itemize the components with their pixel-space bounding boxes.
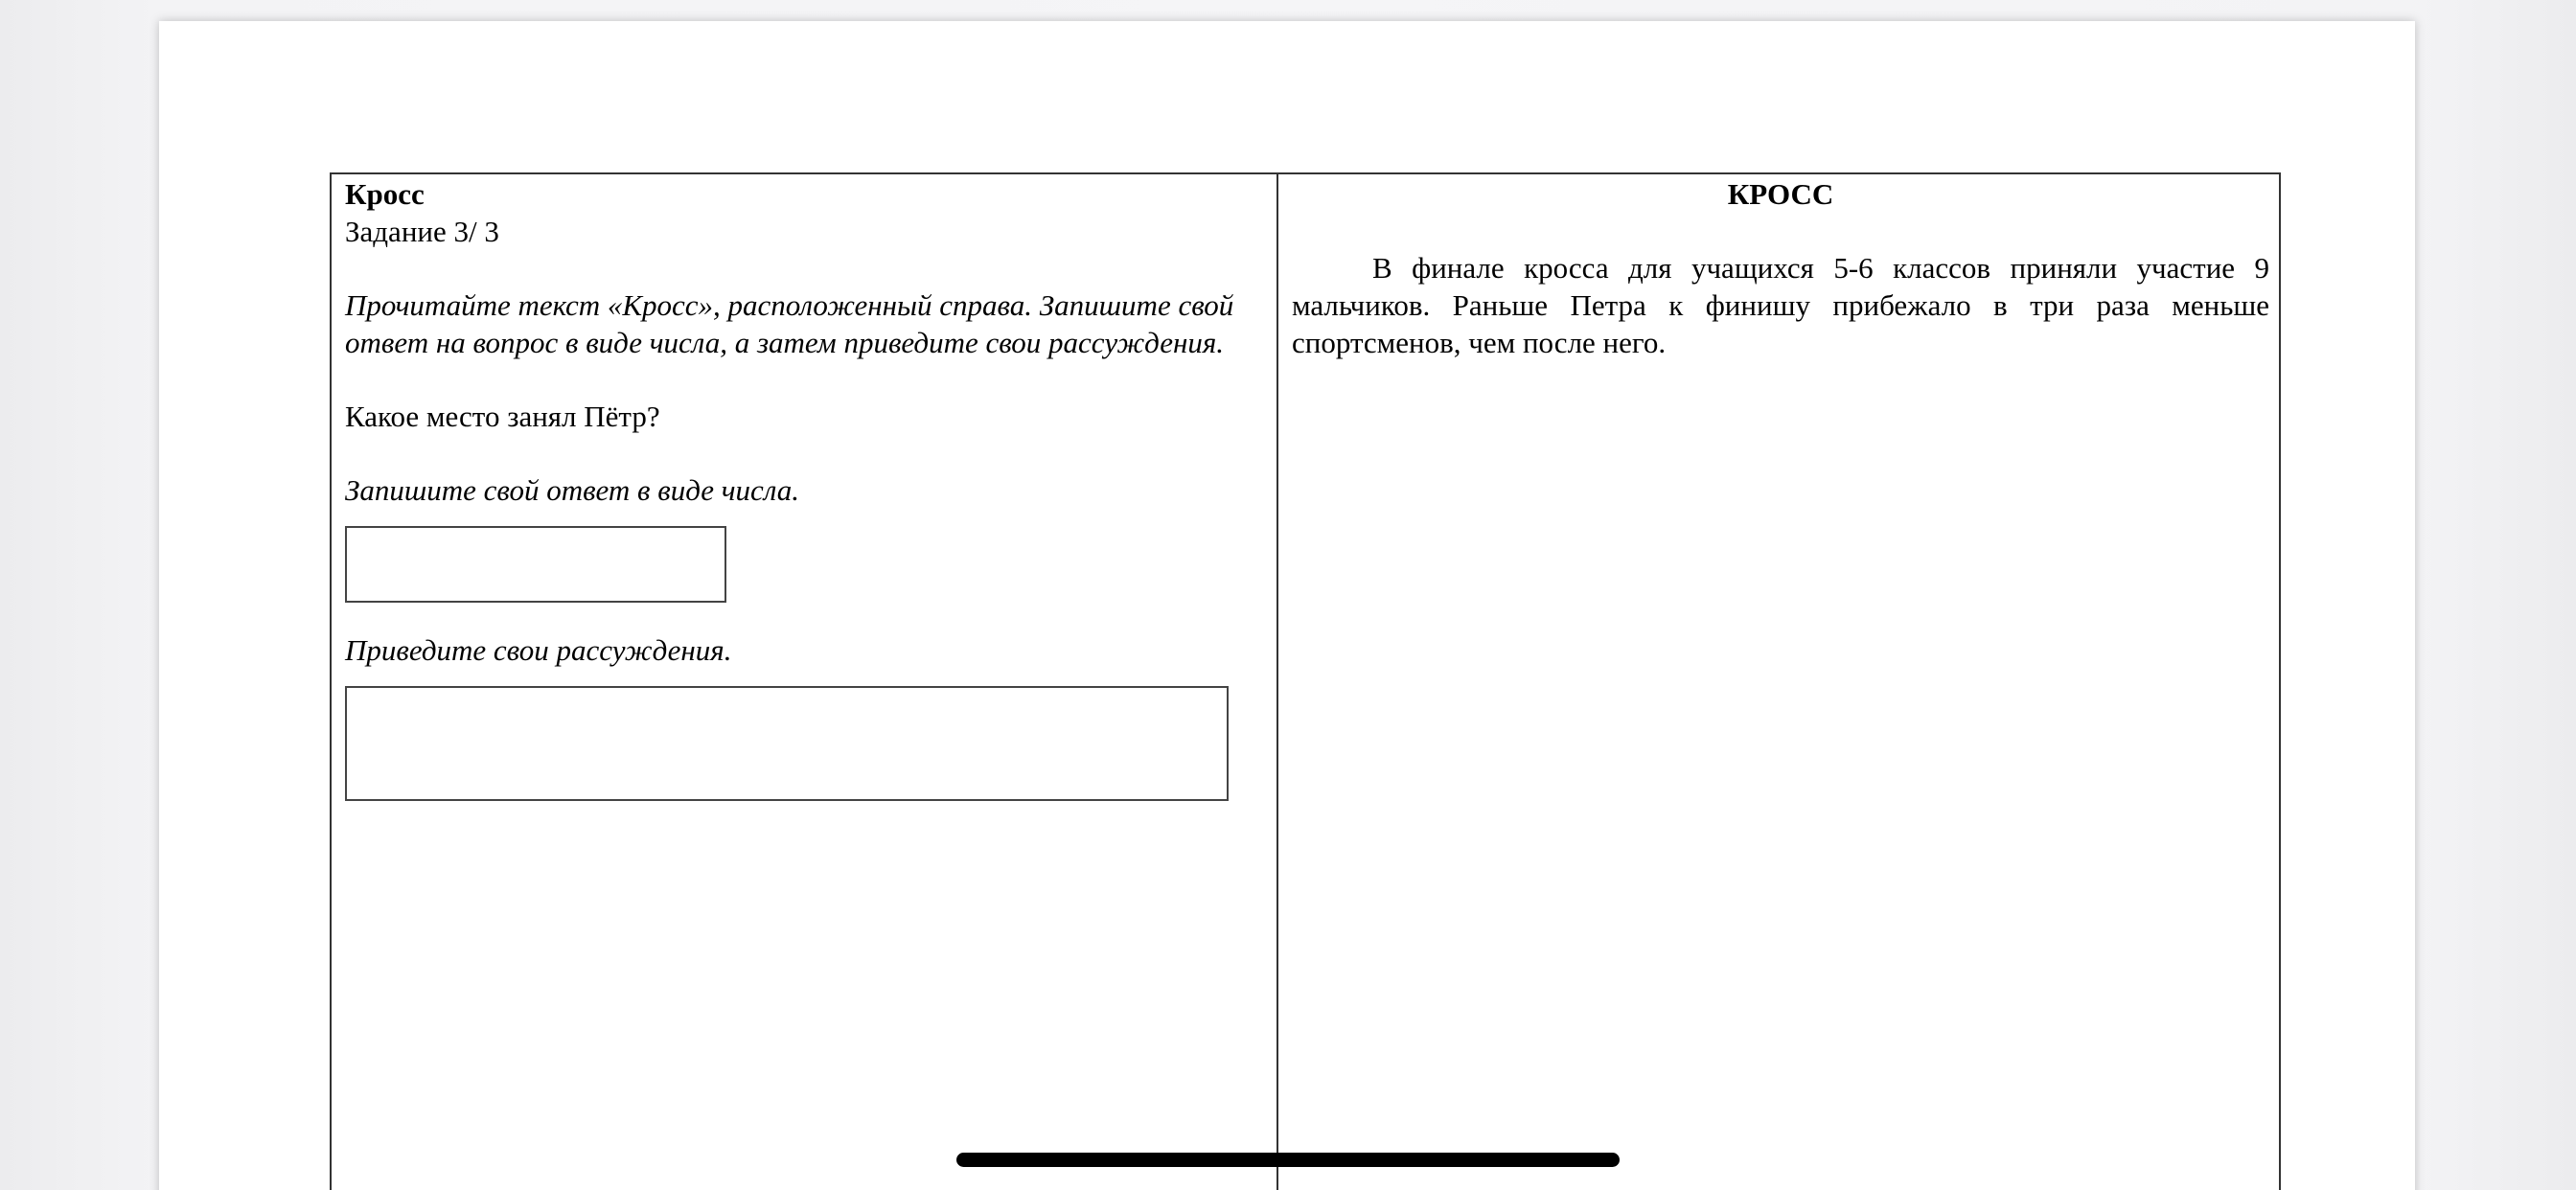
task-instruction: Прочитайте текст «Кросс», расположенный справа. Запишите свой ответ на вопрос в виде числа, а затем приведите свои рассуждения. [345, 288, 1234, 359]
task-question: Какое место занял Пётр? [345, 400, 660, 433]
text-cell [1292, 174, 2269, 361]
task-table [330, 172, 2281, 1190]
reasoning-prompt: Приведите свои рассуждения. [345, 633, 732, 667]
home-indicator[interactable] [956, 1153, 1620, 1167]
spacer [345, 250, 1265, 286]
spacer [345, 361, 1265, 398]
answer-prompt: Запишите свой ответ в виде числа. [345, 473, 799, 507]
task-title: Кросс [345, 177, 425, 211]
task-number: Задание 3/ 3 [345, 215, 499, 248]
spacer [345, 603, 1265, 631]
spacer [345, 435, 1265, 471]
text-title: КРОСС [1727, 177, 1834, 211]
task-cell [345, 174, 1265, 801]
document-page [159, 21, 2415, 1190]
reasoning-answer-field[interactable] [345, 686, 1229, 801]
number-answer-field[interactable] [345, 526, 726, 603]
column-divider [1276, 174, 1278, 1190]
text-body: В финале кросса для учащихся 5-6 классов приняли участие 9 мальчиков. Раньше Петра к финишу прибежало в три раза меньше спортсменов, чем после него. [1292, 251, 2269, 359]
